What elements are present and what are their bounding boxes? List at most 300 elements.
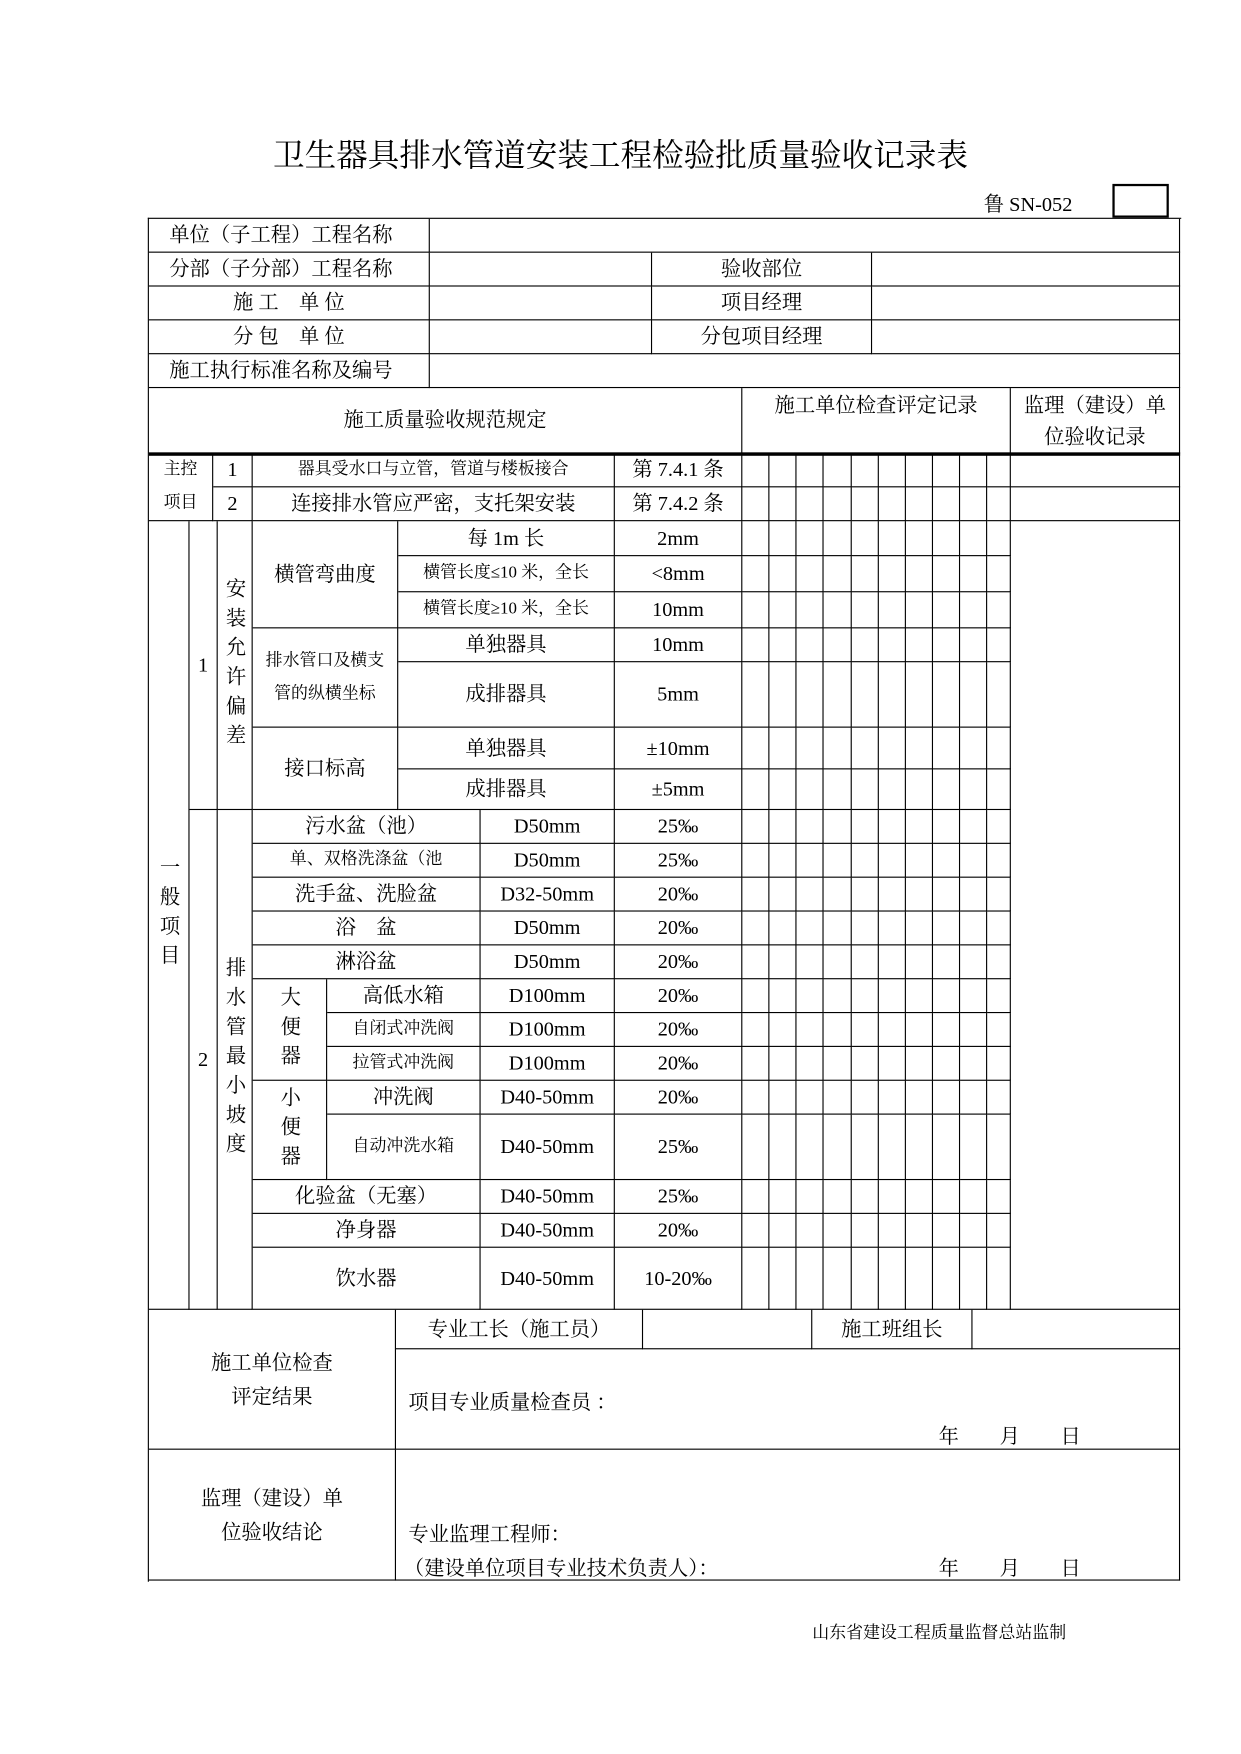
check-cell[interactable] (824, 1180, 852, 1214)
check-cell[interactable] (933, 810, 960, 844)
check-cell[interactable] (906, 1047, 933, 1081)
check-cell[interactable] (769, 912, 796, 946)
check-cell[interactable] (987, 628, 1011, 662)
acceptance-part-field[interactable] (872, 253, 1180, 287)
check-cell[interactable] (906, 1180, 933, 1214)
toilet-label: 大便器 (253, 979, 327, 1081)
check-cell[interactable] (742, 945, 769, 979)
check-cell[interactable] (769, 1081, 796, 1115)
check-cell[interactable] (987, 454, 1011, 488)
supervisor-date: 年 月 日 (938, 1556, 1081, 1580)
pipe-diameter: D50mm (481, 844, 615, 878)
check-cell[interactable] (906, 662, 933, 727)
check-cell[interactable] (852, 1081, 879, 1115)
check-cell[interactable] (824, 1047, 852, 1081)
check-cell[interactable] (960, 1214, 987, 1248)
inspector-label: 项目专业质量检查员 ： (408, 1391, 617, 1414)
check-cell[interactable] (742, 1248, 769, 1310)
check-cell[interactable] (742, 1047, 769, 1081)
check-cell[interactable] (987, 662, 1011, 727)
check-cell[interactable] (933, 1248, 960, 1310)
check-cell[interactable] (879, 769, 906, 810)
fixture-item: 冲洗阀 (327, 1081, 480, 1115)
check-cell[interactable] (906, 592, 933, 628)
check-cell[interactable] (960, 979, 987, 1013)
check-cell[interactable] (797, 1214, 824, 1248)
check-cell[interactable] (852, 945, 879, 979)
form-title: 卫生器具排水管道安装工程检验批质量验收记录表 (273, 138, 968, 174)
check-cell[interactable] (879, 1248, 906, 1310)
pipe-diameter: D40-50mm (481, 1214, 615, 1248)
check-cell[interactable] (906, 521, 933, 556)
pipe-diameter: D50mm (481, 810, 615, 844)
check-cell[interactable] (987, 556, 1011, 592)
check-cell[interactable] (960, 521, 987, 556)
check-cell[interactable] (769, 662, 796, 727)
check-cell[interactable] (797, 979, 824, 1013)
check-cell[interactable] (797, 1248, 824, 1310)
check-cell[interactable] (769, 592, 796, 628)
check-cell[interactable] (769, 487, 796, 521)
check-cell[interactable] (742, 878, 769, 912)
check-cell[interactable] (906, 769, 933, 810)
pipe-diameter: D100mm (481, 1013, 615, 1047)
min-slope: 25‰ (615, 810, 742, 844)
pipe-diameter: D100mm (481, 979, 615, 1013)
check-cell[interactable] (824, 487, 852, 521)
check-cell[interactable] (987, 979, 1011, 1013)
check-cell[interactable] (852, 1214, 879, 1248)
check-cell[interactable] (933, 1081, 960, 1115)
check-cell[interactable] (742, 1214, 769, 1248)
check-cell[interactable] (769, 844, 796, 878)
check-cell[interactable] (987, 912, 1011, 946)
check-cell[interactable] (824, 1115, 852, 1180)
unit-project-field[interactable] (430, 219, 1180, 253)
foreman-field[interactable] (643, 1310, 812, 1349)
check-cell[interactable] (742, 810, 769, 844)
contractor-record-header: 施工单位检查评定记录 (742, 388, 1011, 453)
tolerance-value: ±10mm (615, 728, 742, 770)
check-cell[interactable] (769, 878, 796, 912)
construction-unit-field[interactable] (430, 287, 652, 321)
check-cell[interactable] (987, 1013, 1011, 1047)
footer: 山东省建设工程质量监督总站监制 (812, 1624, 1067, 1643)
check-cell[interactable] (824, 556, 852, 592)
check-cell[interactable] (769, 1180, 796, 1214)
check-cell[interactable] (852, 1180, 879, 1214)
check-cell[interactable] (742, 912, 769, 946)
check-cell[interactable] (960, 1115, 987, 1180)
tolerance-item: 成排器具 (398, 769, 615, 810)
check-cell[interactable] (987, 1180, 1011, 1214)
check-cell[interactable] (852, 1115, 879, 1180)
standard-label: 施工执行标准名称及编号 (149, 354, 430, 388)
check-cell[interactable] (879, 1180, 906, 1214)
check-cell[interactable] (824, 810, 852, 844)
check-cell[interactable] (797, 1081, 824, 1115)
check-cell[interactable] (933, 1013, 960, 1047)
check-cell[interactable] (852, 454, 879, 488)
check-cell[interactable] (742, 454, 769, 488)
min-slope: 20‰ (615, 1081, 742, 1115)
check-cell[interactable] (906, 844, 933, 878)
check-cell[interactable] (797, 728, 824, 770)
check-cell[interactable] (769, 769, 796, 810)
check-cell[interactable] (987, 521, 1011, 556)
check-cell[interactable] (797, 1013, 824, 1047)
check-cell[interactable] (797, 662, 824, 727)
check-cell[interactable] (824, 945, 852, 979)
check-cell[interactable] (879, 979, 906, 1013)
check-cell[interactable] (879, 454, 906, 488)
check-cell[interactable] (852, 728, 879, 770)
form-number-box[interactable] (1112, 184, 1168, 218)
pipe-diameter: D40-50mm (481, 1081, 615, 1115)
acceptance-part-label: 验收部位 (652, 253, 872, 287)
check-cell[interactable] (960, 912, 987, 946)
check-cell[interactable] (852, 521, 879, 556)
check-cell[interactable] (906, 1115, 933, 1180)
check-cell[interactable] (742, 628, 769, 662)
check-cell[interactable] (933, 556, 960, 592)
check-cell[interactable] (906, 810, 933, 844)
check-cell[interactable] (906, 556, 933, 592)
check-cell[interactable] (933, 769, 960, 810)
check-cell[interactable] (797, 454, 824, 488)
form-code: 鲁 SN-052 (983, 192, 1073, 216)
check-cell[interactable] (960, 628, 987, 662)
check-cell[interactable] (769, 628, 796, 662)
check-cell[interactable] (742, 979, 769, 1013)
fixture-item: 自闭式冲洗阀 (327, 1013, 480, 1047)
check-cell[interactable] (960, 844, 987, 878)
check-cell[interactable] (933, 979, 960, 1013)
check-cell[interactable] (960, 769, 987, 810)
sub-project-field[interactable] (430, 253, 652, 287)
tolerance-item: 单独器具 (398, 628, 615, 662)
general-supervisor-cell[interactable] (1011, 521, 1180, 1310)
foreman-label: 专业工长（施工员） (396, 1310, 643, 1349)
check-cell[interactable] (879, 1081, 906, 1115)
pipe-diameter: D40-50mm (481, 1248, 615, 1310)
check-cell[interactable] (933, 878, 960, 912)
check-cell[interactable] (960, 1248, 987, 1310)
check-cell[interactable] (879, 728, 906, 770)
contractor-date: 年 月 日 (938, 1424, 1081, 1448)
check-cell[interactable] (960, 1081, 987, 1115)
check-cell[interactable] (824, 1081, 852, 1115)
check-cell[interactable] (742, 1013, 769, 1047)
group-bend: 横管弯曲度 (253, 521, 399, 628)
check-cell[interactable] (960, 1047, 987, 1081)
check-cell[interactable] (769, 1115, 796, 1180)
fixture-item: 拉管式冲洗阀 (327, 1047, 480, 1081)
check-cell[interactable] (987, 1214, 1011, 1248)
check-cell[interactable] (824, 912, 852, 946)
check-cell[interactable] (906, 628, 933, 662)
check-cell[interactable] (742, 728, 769, 770)
check-cell[interactable] (960, 1013, 987, 1047)
subcontract-unit-field[interactable] (430, 320, 652, 354)
check-cell[interactable] (824, 728, 852, 770)
check-cell[interactable] (960, 454, 987, 488)
check-cell[interactable] (742, 662, 769, 727)
check-cell[interactable] (852, 592, 879, 628)
pipe-diameter: D50mm (481, 912, 615, 946)
check-cell[interactable] (824, 1013, 852, 1047)
check-cell[interactable] (960, 556, 987, 592)
check-cell[interactable] (852, 844, 879, 878)
fixture-item: 化验盆（无塞） (253, 1180, 481, 1214)
check-cell[interactable] (852, 1013, 879, 1047)
check-cell[interactable] (742, 556, 769, 592)
check-cell[interactable] (933, 662, 960, 727)
check-cell[interactable] (852, 1047, 879, 1081)
check-cell[interactable] (933, 628, 960, 662)
check-cell[interactable] (960, 487, 987, 521)
min-slope: 10-20‰ (615, 1248, 742, 1310)
subcontract-manager-label: 分包项目经理 (652, 320, 872, 354)
check-cell[interactable] (742, 487, 769, 521)
fixture-item: 饮水器 (253, 1248, 481, 1310)
check-cell[interactable] (824, 628, 852, 662)
project-manager-field[interactable] (872, 287, 1180, 321)
check-cell[interactable] (852, 628, 879, 662)
check-cell[interactable] (987, 1047, 1011, 1081)
check-cell[interactable] (879, 945, 906, 979)
check-cell[interactable] (906, 979, 933, 1013)
check-cell[interactable] (960, 945, 987, 979)
check-cell[interactable] (879, 628, 906, 662)
check-cell[interactable] (933, 728, 960, 770)
check-cell[interactable] (797, 810, 824, 844)
check-cell[interactable] (933, 844, 960, 878)
check-cell[interactable] (824, 521, 852, 556)
tolerance-value: <8mm (615, 556, 742, 592)
check-cell[interactable] (852, 487, 879, 521)
supervisor-conclusion-label: 监理（建设）单位验收结论 (149, 1450, 396, 1581)
check-cell[interactable] (933, 912, 960, 946)
check-cell[interactable] (769, 1248, 796, 1310)
min-slope: 20‰ (615, 878, 742, 912)
check-cell[interactable] (797, 487, 824, 521)
check-cell[interactable] (879, 662, 906, 727)
check-cell[interactable] (879, 1013, 906, 1047)
check-cell[interactable] (824, 769, 852, 810)
check-cell[interactable] (797, 521, 824, 556)
check-cell[interactable] (906, 728, 933, 770)
check-cell[interactable] (769, 1214, 796, 1248)
check-cell[interactable] (769, 521, 796, 556)
check-cell[interactable] (933, 1115, 960, 1180)
check-cell[interactable] (906, 454, 933, 488)
check-cell[interactable] (824, 1214, 852, 1248)
check-cell[interactable] (769, 728, 796, 770)
check-cell[interactable] (960, 1180, 987, 1214)
check-cell[interactable] (797, 912, 824, 946)
check-cell[interactable] (797, 945, 824, 979)
check-cell[interactable] (852, 769, 879, 810)
check-cell[interactable] (987, 592, 1011, 628)
check-cell[interactable] (933, 454, 960, 488)
check-cell[interactable] (879, 878, 906, 912)
check-cell[interactable] (797, 1115, 824, 1180)
check-cell[interactable] (824, 844, 852, 878)
check-cell[interactable] (960, 592, 987, 628)
check-cell[interactable] (797, 556, 824, 592)
check-cell[interactable] (797, 628, 824, 662)
check-cell[interactable] (933, 592, 960, 628)
check-cell[interactable] (824, 454, 852, 488)
pipe-diameter: D40-50mm (481, 1115, 615, 1180)
check-cell[interactable] (742, 1115, 769, 1180)
check-cell[interactable] (987, 844, 1011, 878)
check-cell[interactable] (960, 662, 987, 727)
tolerance-value: 2mm (615, 521, 742, 556)
check-cell[interactable] (852, 912, 879, 946)
check-cell[interactable] (906, 487, 933, 521)
fixture-item: 污水盆（池） (253, 810, 481, 844)
section1-label: 安装允许偏差 (218, 521, 253, 810)
tolerance-item: 单独器具 (398, 728, 615, 770)
check-cell[interactable] (933, 521, 960, 556)
check-cell[interactable] (797, 1047, 824, 1081)
check-cell[interactable] (852, 810, 879, 844)
check-cell[interactable] (987, 769, 1011, 810)
check-cell[interactable] (933, 487, 960, 521)
main-control-label-1: 主控 (163, 460, 198, 479)
check-cell[interactable] (824, 592, 852, 628)
main-item-clause: 第 7.4.2 条 (615, 487, 742, 521)
check-cell[interactable] (879, 810, 906, 844)
check-cell[interactable] (742, 1180, 769, 1214)
main-item-clause: 第 7.4.1 条 (615, 454, 742, 488)
project-manager-label: 项目经理 (652, 287, 872, 321)
check-cell[interactable] (879, 556, 906, 592)
check-cell[interactable] (824, 662, 852, 727)
check-cell[interactable] (879, 1115, 906, 1180)
pipe-diameter: D32-50mm (481, 878, 615, 912)
check-cell[interactable] (742, 1081, 769, 1115)
section2-label: 排水管最小坡度 (218, 810, 253, 1310)
check-cell[interactable] (797, 1180, 824, 1214)
check-cell[interactable] (960, 878, 987, 912)
tolerance-item: 横管长度≥10 米，全长 (398, 592, 615, 628)
tolerance-value: 5mm (615, 662, 742, 727)
team-leader-field[interactable] (973, 1310, 1181, 1349)
check-cell[interactable] (769, 1013, 796, 1047)
check-cell[interactable] (960, 728, 987, 770)
check-cell[interactable] (906, 1081, 933, 1115)
check-cell[interactable] (852, 1248, 879, 1310)
check-cell[interactable] (933, 1214, 960, 1248)
fixture-item: 洗手盆、洗脸盆 (253, 878, 481, 912)
check-cell[interactable] (797, 844, 824, 878)
check-cell[interactable] (852, 878, 879, 912)
check-cell[interactable] (879, 521, 906, 556)
check-cell[interactable] (852, 979, 879, 1013)
check-cell[interactable] (797, 769, 824, 810)
check-cell[interactable] (906, 1013, 933, 1047)
check-cell[interactable] (742, 769, 769, 810)
group-coord: 排水管口及横支管的纵横坐标 (253, 628, 399, 727)
main-item-supervisor-cell[interactable] (1011, 454, 1180, 488)
check-cell[interactable] (906, 912, 933, 946)
check-cell[interactable] (852, 662, 879, 727)
check-cell[interactable] (960, 810, 987, 844)
check-cell[interactable] (797, 592, 824, 628)
min-slope: 20‰ (615, 1214, 742, 1248)
check-cell[interactable] (824, 979, 852, 1013)
check-cell[interactable] (879, 912, 906, 946)
check-cell[interactable] (797, 878, 824, 912)
check-cell[interactable] (879, 1047, 906, 1081)
check-cell[interactable] (987, 1081, 1011, 1115)
check-cell[interactable] (987, 1115, 1011, 1180)
check-cell[interactable] (824, 1248, 852, 1310)
engineer-label: 专业监理工程师： (408, 1523, 571, 1546)
check-cell[interactable] (906, 1248, 933, 1310)
check-cell[interactable] (769, 454, 796, 488)
check-cell[interactable] (742, 521, 769, 556)
check-cell[interactable] (879, 487, 906, 521)
tolerance-value: 10mm (615, 592, 742, 628)
tolerance-item: 每 1m 长 (398, 521, 615, 556)
check-cell[interactable] (906, 1214, 933, 1248)
subcontract-manager-field[interactable] (872, 320, 1180, 354)
check-cell[interactable] (933, 945, 960, 979)
check-cell[interactable] (987, 487, 1011, 521)
tolerance-item: 横管长度≤10 米，全长 (398, 556, 615, 592)
check-cell[interactable] (769, 810, 796, 844)
check-cell[interactable] (906, 878, 933, 912)
check-cell[interactable] (987, 878, 1011, 912)
check-cell[interactable] (769, 945, 796, 979)
check-cell[interactable] (769, 1047, 796, 1081)
supervisor-record-header: 监理（建设）单位验收记录 (1011, 388, 1180, 453)
team-leader-label: 施工班组长 (812, 1310, 972, 1349)
main-item-supervisor-cell[interactable] (1011, 487, 1180, 521)
main-item-no: 1 (213, 454, 252, 488)
check-cell[interactable] (769, 979, 796, 1013)
check-cell[interactable] (987, 810, 1011, 844)
main-control-label (149, 454, 213, 522)
min-slope: 25‰ (615, 844, 742, 878)
min-slope: 25‰ (615, 1180, 742, 1214)
check-cell[interactable] (933, 1047, 960, 1081)
check-cell[interactable] (879, 592, 906, 628)
check-cell[interactable] (824, 878, 852, 912)
main-item-desc: 连接排水管应严密，支托架安装 (253, 487, 615, 521)
check-cell[interactable] (769, 556, 796, 592)
check-cell[interactable] (742, 592, 769, 628)
check-cell[interactable] (879, 1214, 906, 1248)
check-cell[interactable] (852, 556, 879, 592)
check-cell[interactable] (906, 945, 933, 979)
check-cell[interactable] (987, 945, 1011, 979)
check-cell[interactable] (879, 844, 906, 878)
check-cell[interactable] (987, 728, 1011, 770)
spec-header: 施工质量验收规范规定 (149, 388, 742, 453)
check-cell[interactable] (742, 844, 769, 878)
section2-no: 2 (190, 810, 218, 1310)
check-cell[interactable] (987, 1248, 1011, 1310)
pipe-diameter: D50mm (481, 945, 615, 979)
urinal-label: 小便器 (253, 1081, 327, 1180)
standard-field[interactable] (430, 354, 1180, 388)
check-cell[interactable] (933, 1180, 960, 1214)
